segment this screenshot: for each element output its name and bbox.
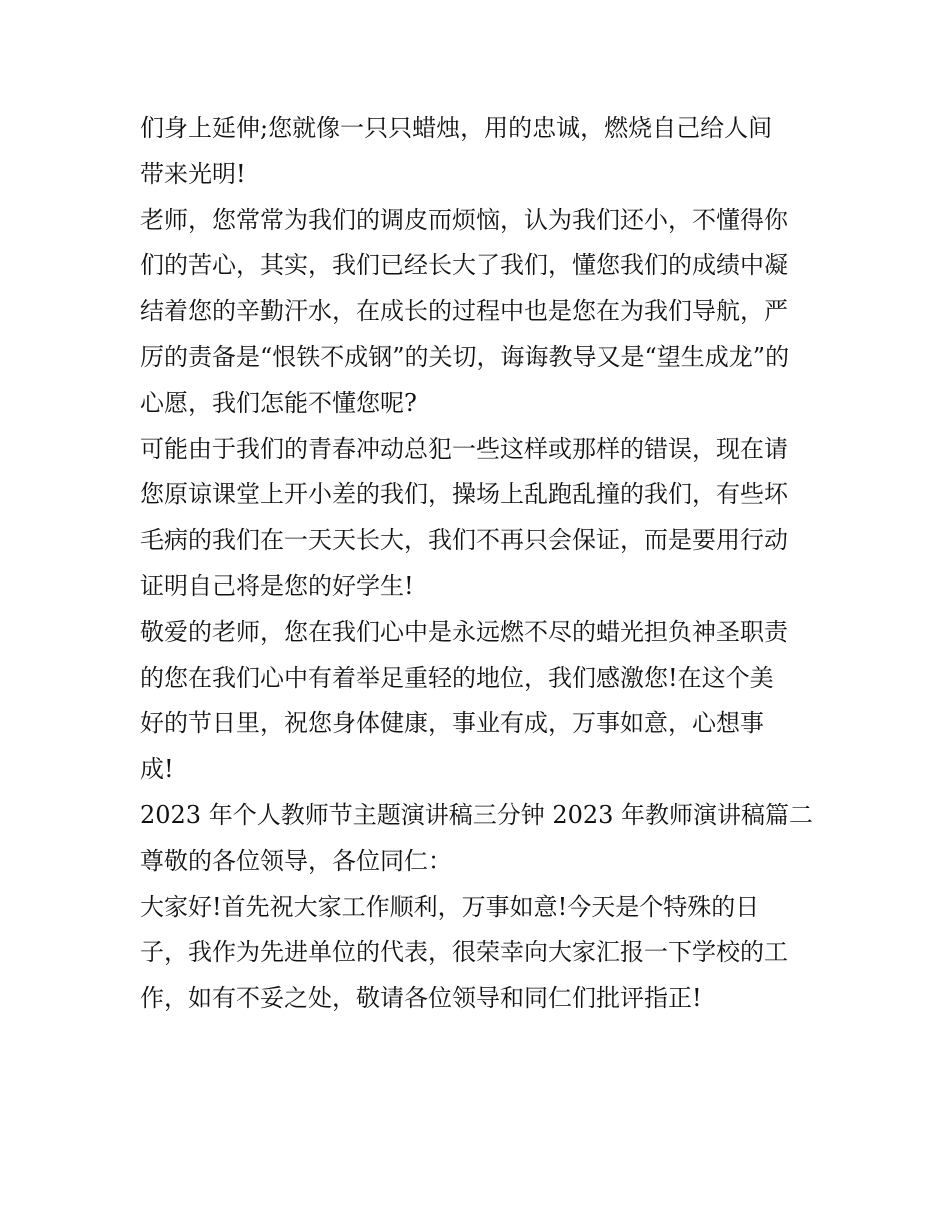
text-line: 们的苦心，其实，我们已经长大了我们，懂您我们的成绩中凝 (140, 251, 788, 280)
text-line: 子，我作为先进单位的代表，很荣幸向大家汇报一下学校的工 (140, 938, 788, 967)
text-line: 老师，您常常为我们的调皮而烦恼，认为我们还小，不懂得你 (140, 205, 788, 234)
text-line: 可能由于我们的青春冲动总犯一些这样或那样的错误，现在请 (140, 434, 788, 463)
text-line: 您原谅课堂上开小差的我们，操场上乱跑乱撞的我们，有些坏 (140, 480, 788, 509)
text-line: 们身上延伸;您就像一只只蜡烛，用的忠诚，燃烧自己给人间 (140, 114, 773, 142)
text-line: 心愿，我们怎能不懂您呢? (140, 388, 417, 417)
text-line: 带来光明! (140, 159, 246, 188)
text-line: 作，如有不妥之处，敬请各位领导和同仁们批评指正! (140, 984, 702, 1013)
text-line: 毛病的我们在一天天长大，我们不再只会保证，而是要用行动 (140, 526, 788, 555)
text-line: 的您在我们心中有着举足重轻的地位，我们感激您!在这个美 (140, 663, 774, 692)
text-line: 2023 年个人教师节主题演讲稿三分钟 2023 年教师演讲稿篇二 (140, 800, 814, 829)
text-line: 好的节日里，祝您身体健康，事业有成，万事如意，心想事 (140, 709, 764, 738)
text-line: 厉的责备是“恨铁不成钢”的关切，诲诲教导又是“望生成龙”的 (140, 342, 790, 371)
text-line: 敬爱的老师，您在我们心中是永远燃不尽的蜡光担负神圣职责 (140, 617, 788, 646)
text-line: 证明自己将是您的好学生! (140, 571, 414, 600)
text-line: 结着您的辛勤汗水，在成长的过程中也是您在为我们导航，严 (140, 297, 788, 326)
text-line: 尊敬的各位领导，各位同仁： (140, 846, 452, 875)
text-line: 成! (140, 755, 174, 784)
document-body (140, 106, 820, 1022)
text-line: 大家好!首先祝大家工作顺利，万事如意!今天是个特殊的日 (140, 892, 760, 921)
